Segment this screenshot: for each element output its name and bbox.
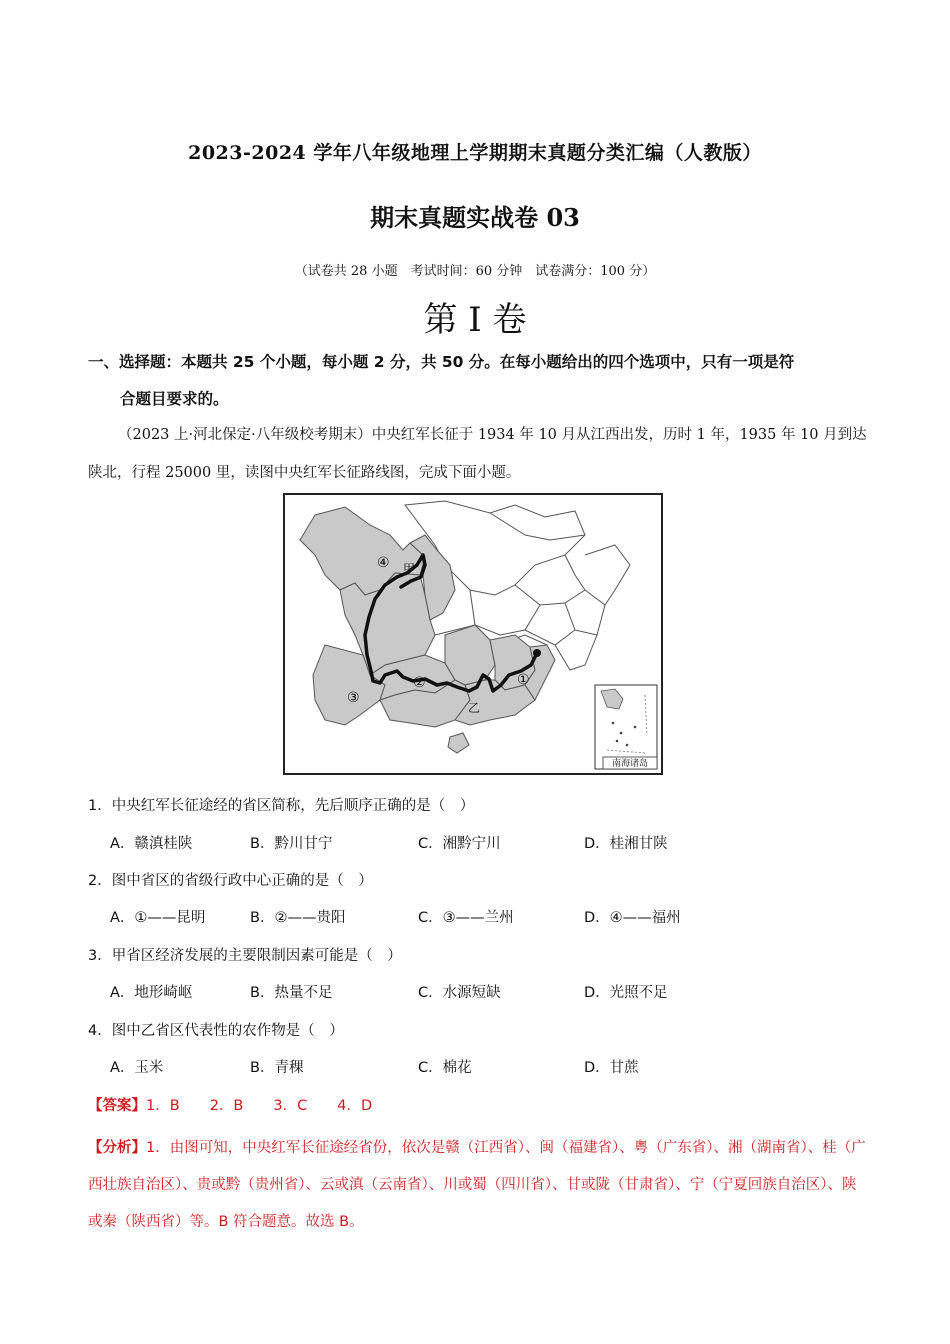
label-jia: 甲 <box>403 562 416 576</box>
question-4-option-a: A．玉米 <box>110 1060 164 1076</box>
section-heading-line1: 一、选择题：本题共 25 个小题，每小题 2 分，共 50 分。在每小题给出的四个选项中，只有一项是符 <box>88 353 795 371</box>
answer-label: 【答案】 <box>88 1098 146 1114</box>
long-march-route-map <box>283 493 663 775</box>
question-1-option-d: D．桂湘甘陕 <box>584 836 668 852</box>
shaded-provinces <box>300 507 555 753</box>
question-2-option-a: A．①——昆明 <box>110 910 206 926</box>
inset-label: 南海诸岛 <box>611 759 649 769</box>
label-marker-4: ④ <box>377 555 390 571</box>
answer-item-4: 4．D <box>337 1098 373 1114</box>
question-2-stem: 2．图中省区的省级行政中心正确的是（ ） <box>88 873 373 889</box>
analysis-text: 1．由图可知，中央红军长征途经省份，依次是赣（江西省）、闽（福建省）、粤（广东省）、湘（湖南省）、桂（广西壮族自治区）、贵或黔（贵州省）、云或滇（云南省）、川或蜀（四川省）、甘或陇（甘肃省）、宁（宁夏回族自治区）、陕或秦（陕西省）等。B 符合题意。故选 B。 <box>88 1140 866 1230</box>
south-china-sea-inset <box>595 685 657 769</box>
question-3-option-a: A．地形崎岖 <box>110 985 193 1001</box>
paper-title: 期末真题实战卷 03 <box>370 203 580 232</box>
question-1-stem: 1．中央红军长征途经的省区简称，先后顺序正确的是（ ） <box>88 798 475 814</box>
analysis-block <box>88 1130 870 1241</box>
question-1-option-a: A．赣滇桂陕 <box>110 836 193 852</box>
question-3-option-c: C．水源短缺 <box>418 985 501 1001</box>
answer-block <box>88 1094 402 1115</box>
answer-item-2: 2．B <box>209 1098 244 1114</box>
section-heading <box>88 344 878 418</box>
label-yi: 乙 <box>468 701 481 715</box>
question-4-stem: 4．图中乙省区代表性的农作物是（ ） <box>88 1023 344 1039</box>
volume-title: 第 I 卷 <box>423 300 527 340</box>
question-3-stem: 3．甲省区经济发展的主要限制因素可能是（ ） <box>88 948 402 964</box>
question-1-option-b: B．黔川甘宁 <box>250 836 333 852</box>
question-intro: （2023 上·河北保定·八年级校考期末）中央红军长征于 1934 年 10 月从江西出发，历时 1 年，1935 年 10 月到达陕北，行程 25000 里，读图中央红军长征路线图，完成下面小题。 <box>88 427 867 481</box>
section-heading-line2: 合题目要求的。 <box>120 390 229 408</box>
label-marker-2: ② <box>413 675 426 691</box>
question-2-option-b: B．②——贵阳 <box>250 910 346 926</box>
answer-item-3: 3．C <box>273 1098 308 1114</box>
question-2-option-c: C．③——兰州 <box>418 910 514 926</box>
question-3-option-d: D．光照不足 <box>584 985 668 1001</box>
question-4-option-d: D．甘蔗 <box>584 1060 639 1076</box>
question-3-option-b: B．热量不足 <box>250 985 333 1001</box>
route-start-point <box>533 649 541 657</box>
series-title: 2023-2024 学年八年级地理上学期期末真题分类汇编（人教版） <box>188 142 762 164</box>
paper-meta: （试卷共 28 小题 考试时间：60 分钟 试卷满分：100 分） <box>294 264 656 279</box>
analysis-label: 【分析】 <box>88 1140 146 1156</box>
question-1-option-c: C．湘黔宁川 <box>418 836 501 852</box>
answer-item-1: 1．B <box>146 1098 180 1114</box>
question-2-option-d: D．④——福州 <box>584 910 681 926</box>
label-marker-3: ③ <box>347 690 360 706</box>
label-marker-1: ① <box>517 672 530 688</box>
map-svg <box>285 495 661 773</box>
question-4-option-c: C．棉花 <box>418 1060 472 1076</box>
question-4-option-b: B．青稞 <box>250 1060 304 1076</box>
